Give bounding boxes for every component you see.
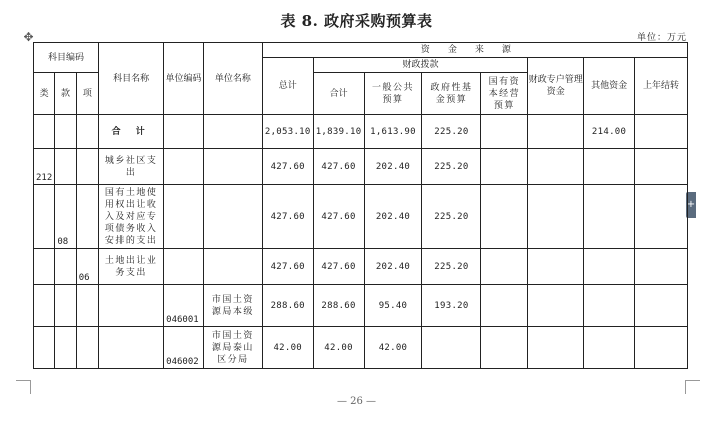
cell-subject-name [99, 285, 164, 327]
cell-item [76, 149, 98, 185]
header-funding-source: 资金来源 [262, 43, 687, 58]
cell-unit-code [164, 149, 204, 185]
cell-unit-name [203, 149, 262, 185]
cell-general: 42.00 [364, 327, 422, 369]
header-section: 款 [55, 73, 76, 115]
cell-section: 08 [55, 185, 76, 249]
cell-state-capital [481, 285, 528, 327]
cell-total: 427.60 [262, 185, 313, 249]
cell-subtotal: 427.60 [313, 249, 364, 285]
page-number: — 26 — [336, 396, 377, 407]
procurement-budget-table [33, 42, 688, 369]
cell-unit-code [164, 249, 204, 285]
document-title: 表 8. 政府采购预算表 [280, 12, 433, 30]
cell-unit-code: 046001 [164, 285, 204, 327]
cell-special-account [528, 185, 584, 249]
cell-general: 95.40 [364, 285, 422, 327]
cell-total: 2,053.10 [262, 115, 313, 149]
cell-total: 288.60 [262, 285, 313, 327]
header-prior-year-carryover: 上年结转 [635, 58, 688, 115]
cell-other: 214.00 [584, 115, 635, 149]
cell-category [34, 115, 55, 149]
header-total: 总计 [262, 58, 313, 115]
header-unit-code: 单位编码 [164, 43, 204, 115]
header-fiscal-appropriation: 财政拨款 [313, 58, 528, 73]
header-state-capital-budget: 国有资本经营预算 [481, 73, 528, 115]
cell-category [34, 327, 55, 369]
cell-state-capital [481, 327, 528, 369]
cell-state-capital [481, 149, 528, 185]
cell-other [584, 149, 635, 185]
cell-other [584, 185, 635, 249]
cell-unit-name [203, 115, 262, 149]
cell-subtotal: 288.60 [313, 285, 364, 327]
header-subject-code: 科目编码 [34, 43, 99, 73]
table-row [34, 327, 688, 369]
cell-total: 42.00 [262, 327, 313, 369]
cell-section [55, 149, 76, 185]
cell-general: 202.40 [364, 149, 422, 185]
cell-section [55, 285, 76, 327]
cell-other [584, 249, 635, 285]
cell-category: 212 [34, 149, 55, 185]
cell-category [34, 249, 55, 285]
cell-gov-fund: 193.20 [422, 285, 481, 327]
cell-general: 1,613.90 [364, 115, 422, 149]
cell-item [76, 285, 98, 327]
cell-other [584, 327, 635, 369]
cell-state-capital [481, 249, 528, 285]
cell-unit-code [164, 115, 204, 149]
cell-total: 427.60 [262, 149, 313, 185]
cell-item [76, 115, 98, 149]
table-row [34, 285, 688, 327]
cell-section [55, 327, 76, 369]
header-subject-name: 科目名称 [99, 43, 164, 115]
cell-subject-name [99, 327, 164, 369]
cell-special-account [528, 115, 584, 149]
header-gov-fund-budget: 政府性基金预算 [422, 73, 481, 115]
cell-carryover [635, 327, 688, 369]
cell-special-account [528, 149, 584, 185]
cell-special-account [528, 249, 584, 285]
cell-item [76, 185, 98, 249]
cell-unit-name: 市国土资源局本级 [203, 285, 262, 327]
cell-other [584, 285, 635, 327]
header-subtotal: 合计 [313, 73, 364, 115]
cell-state-capital [481, 185, 528, 249]
table-move-handle-icon[interactable]: ✥ [23, 30, 34, 44]
page-corner-mark-right [685, 380, 700, 394]
cell-gov-fund: 225.20 [422, 115, 481, 149]
table-row [34, 149, 688, 185]
cell-unit-name: 市国土资源局泰山区分局 [203, 327, 262, 369]
cell-gov-fund: 225.20 [422, 185, 481, 249]
cell-unit-code [164, 185, 204, 249]
cell-gov-fund: 225.20 [422, 249, 481, 285]
cell-carryover [635, 285, 688, 327]
cell-category [34, 285, 55, 327]
cell-section [55, 249, 76, 285]
unit-label: 单位：万元 [636, 33, 687, 43]
cell-subtotal: 427.60 [313, 149, 364, 185]
cell-gov-fund [422, 327, 481, 369]
cell-subject-name: 合 计 [99, 115, 164, 149]
cell-section [55, 115, 76, 149]
cell-carryover [635, 185, 688, 249]
cell-unit-name [203, 249, 262, 285]
cell-subtotal: 1,839.10 [313, 115, 364, 149]
cell-carryover [635, 115, 688, 149]
cell-category [34, 185, 55, 249]
cell-subject-name: 国有土地使用权出让收入及对应专项债务收入安排的支出 [99, 185, 164, 249]
table-row [34, 185, 688, 249]
cell-unit-code: 046002 [164, 327, 204, 369]
cell-total: 427.60 [262, 249, 313, 285]
cell-unit-name [203, 185, 262, 249]
cell-gov-fund: 225.20 [422, 149, 481, 185]
cell-item: 06 [76, 249, 98, 285]
cell-subtotal: 42.00 [313, 327, 364, 369]
table-row [34, 115, 688, 149]
table-row [34, 249, 688, 285]
header-category: 类 [34, 73, 55, 115]
cell-general: 202.40 [364, 249, 422, 285]
cell-subtotal: 427.60 [313, 185, 364, 249]
header-other-funds: 其他资金 [584, 58, 635, 115]
header-unit-name: 单位名称 [203, 43, 262, 115]
header-special-account-funds: 财政专户管理资金 [528, 58, 584, 115]
page-corner-mark-left [16, 380, 31, 394]
side-expand-plus-icon[interactable]: + [686, 192, 696, 218]
cell-carryover [635, 149, 688, 185]
cell-special-account [528, 285, 584, 327]
cell-subject-name: 土地出让业务支出 [99, 249, 164, 285]
header-general-budget: 一般公共预算 [364, 73, 422, 115]
cell-general: 202.40 [364, 185, 422, 249]
cell-state-capital [481, 115, 528, 149]
header-item: 项 [76, 73, 98, 115]
cell-special-account [528, 327, 584, 369]
cell-item [76, 327, 98, 369]
cell-subject-name: 城乡社区支出 [99, 149, 164, 185]
cell-carryover [635, 249, 688, 285]
